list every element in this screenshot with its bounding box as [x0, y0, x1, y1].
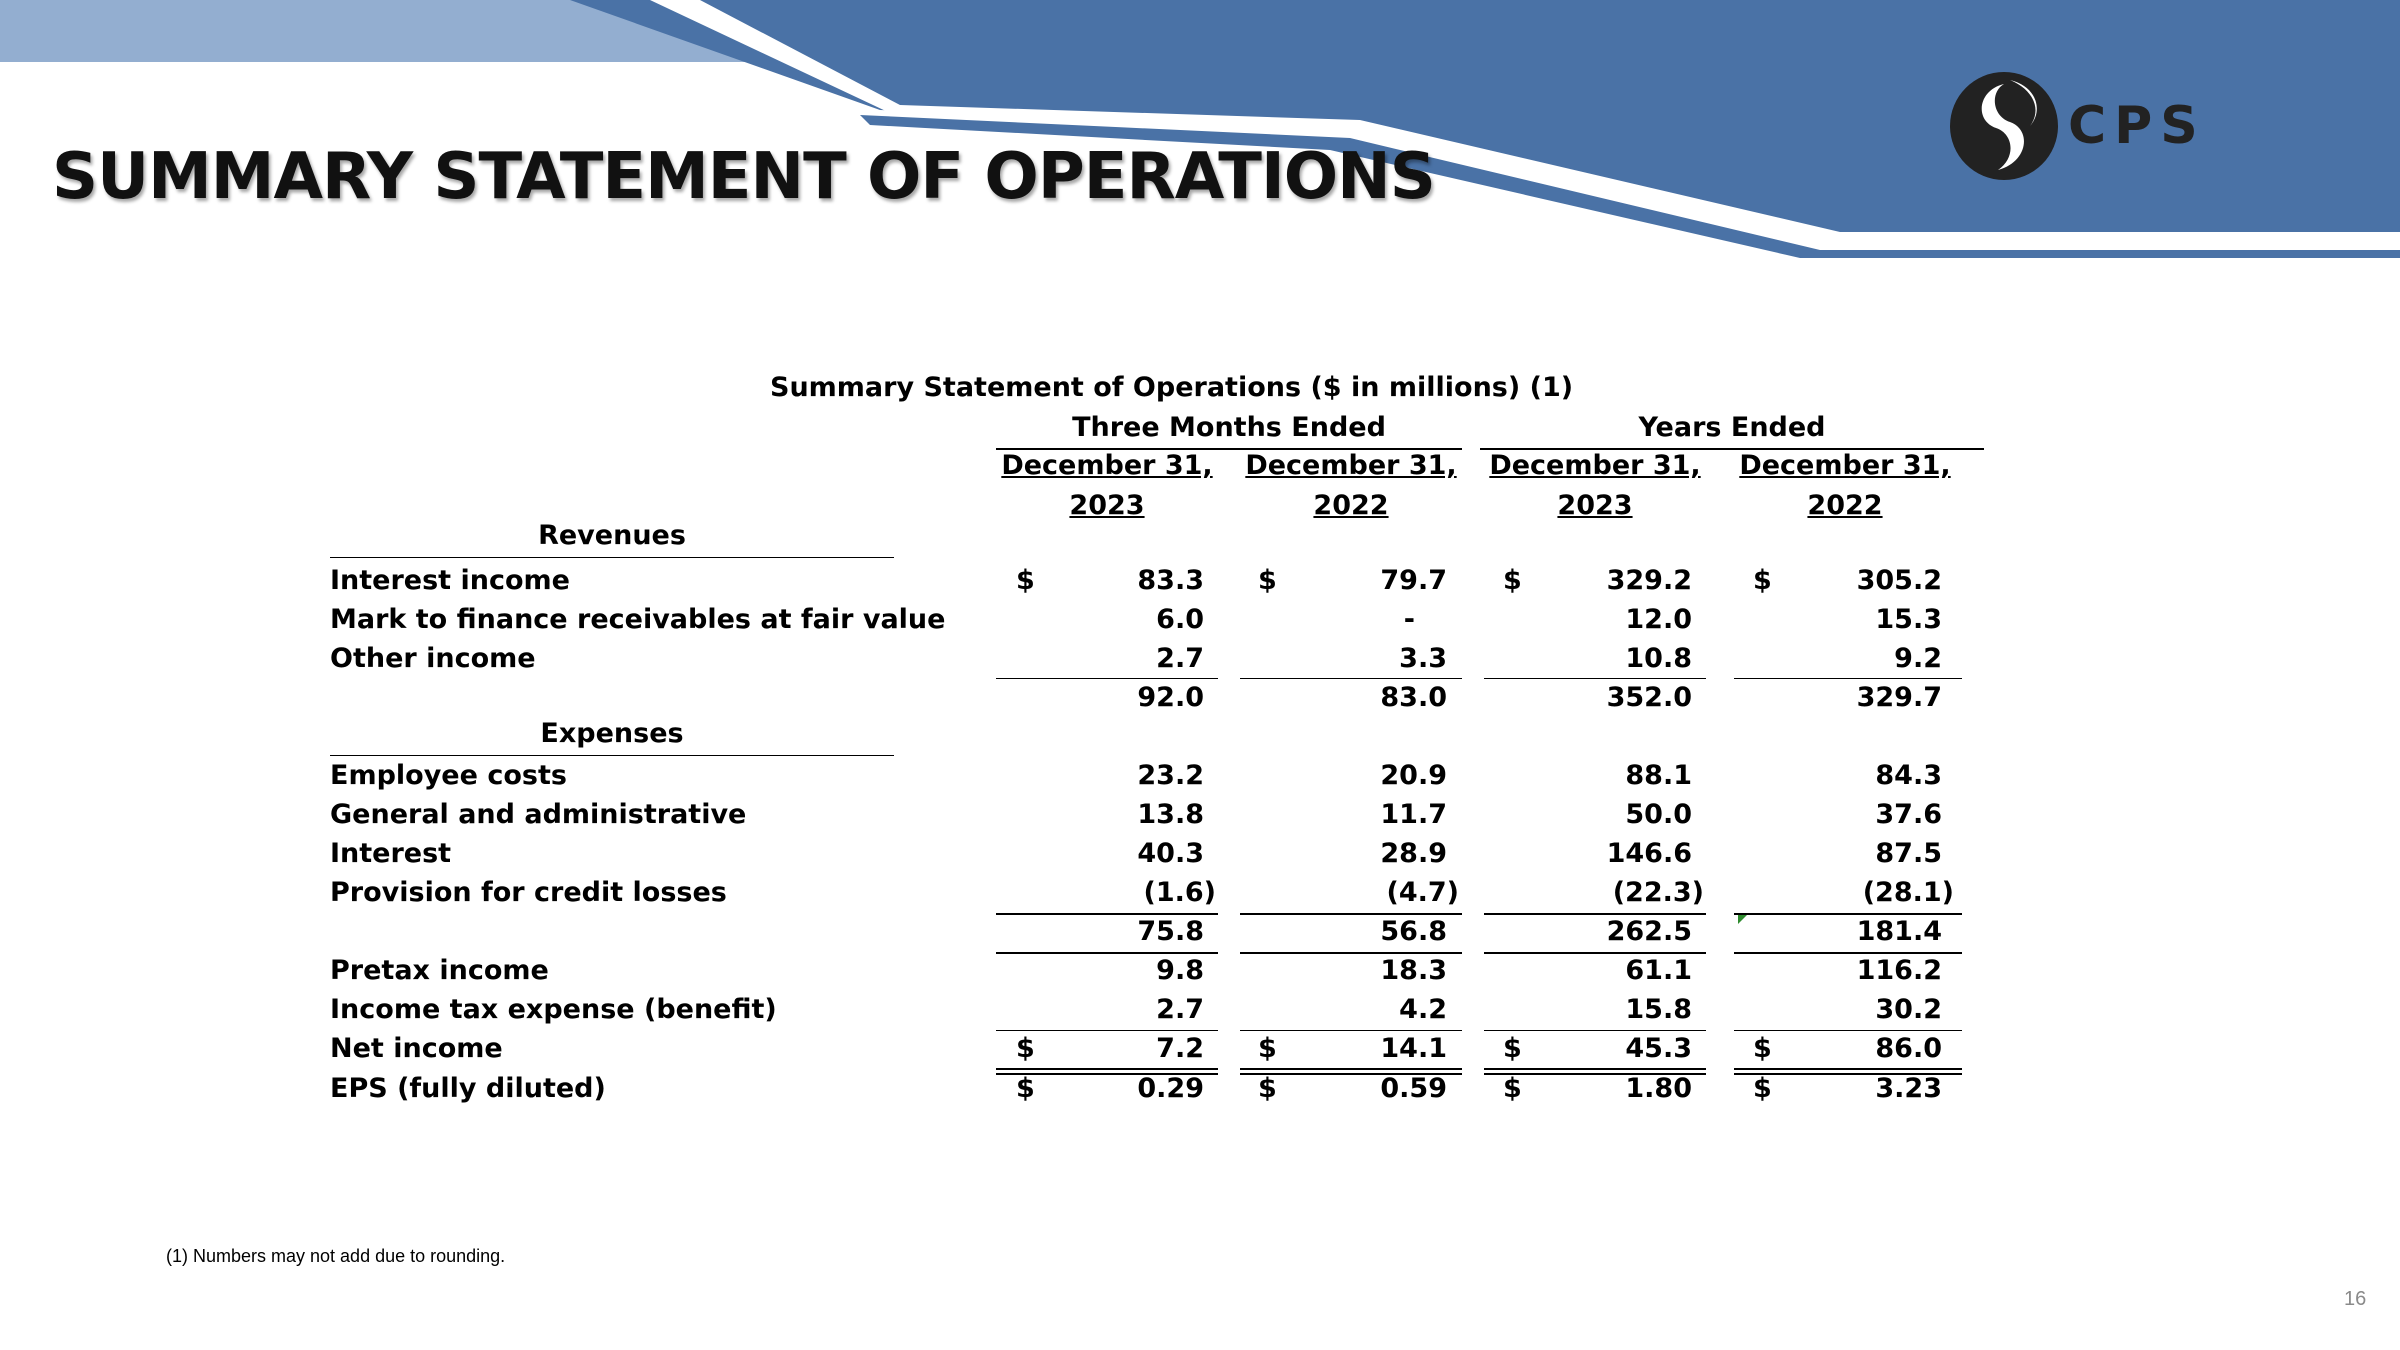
table-cell: 83.0	[1380, 682, 1447, 713]
table-cell: 75.8	[1137, 916, 1204, 947]
currency-symbol: $	[1258, 1033, 1277, 1064]
currency-symbol: $	[1753, 1033, 1772, 1064]
subtotal-rule	[1240, 678, 1462, 679]
table-cell: 14.1	[1380, 1033, 1447, 1064]
table-cell: 7.2	[1156, 1033, 1204, 1064]
double-rule	[996, 1068, 1218, 1070]
double-rule	[1734, 1068, 1962, 1070]
footnote: (1) Numbers may not add due to rounding.	[166, 1246, 506, 1266]
table-cell: 9.8	[1156, 955, 1204, 986]
currency-symbol: $	[1503, 1033, 1522, 1064]
table-cell: 181.4	[1856, 916, 1942, 947]
table-cell: 0.59	[1380, 1073, 1447, 1104]
currency-symbol: $	[1016, 1073, 1035, 1104]
double-rule	[1484, 1068, 1706, 1070]
column-header: December 31,	[1739, 450, 1951, 481]
column-header: 2022	[1807, 490, 1883, 521]
table-title: Summary Statement of Operations ($ in millions) (1)	[770, 372, 1574, 403]
row-label: Pretax income	[330, 955, 549, 986]
table-cell: 10.8	[1625, 643, 1692, 674]
logo-text: CPS	[2068, 96, 2206, 156]
table-cell: 12.0	[1625, 604, 1692, 635]
currency-symbol: $	[1503, 565, 1522, 596]
comment-marker	[1738, 914, 1748, 924]
row-label: Interest income	[330, 565, 570, 596]
subtotal-rule	[996, 1030, 1218, 1031]
row-label: Employee costs	[330, 760, 567, 791]
subtotal-rule	[1240, 1030, 1462, 1031]
table-cell: 18.3	[1380, 955, 1447, 986]
table-cell: 329.2	[1606, 565, 1692, 596]
subtotal-rule	[1484, 952, 1706, 954]
table-cell: 86.0	[1875, 1033, 1942, 1064]
column-header: 2022	[1313, 490, 1389, 521]
table-cell: 50.0	[1625, 799, 1692, 830]
section-revenues: Revenues	[330, 520, 894, 558]
page-title: SUMMARY STATEMENT OF OPERATIONS	[52, 140, 1435, 214]
table-cell: 28.9	[1380, 838, 1447, 869]
row-label: Income tax expense (benefit)	[330, 994, 777, 1025]
table-cell: 15.8	[1625, 994, 1692, 1025]
table-cell: 13.8	[1137, 799, 1204, 830]
subtotal-rule	[1734, 913, 1962, 915]
table-cell: 4.2	[1399, 994, 1447, 1025]
table-cell: 37.6	[1875, 799, 1942, 830]
table-cell: 3.23	[1875, 1073, 1942, 1104]
table-cell: 79.7	[1380, 565, 1447, 596]
table-cell: 30.2	[1875, 994, 1942, 1025]
currency-symbol: $	[1258, 565, 1277, 596]
table-cell: -	[1403, 604, 1415, 635]
table-cell: 15.3	[1875, 604, 1942, 635]
table-cell: (22.3)	[1612, 877, 1704, 908]
table-cell: 40.3	[1137, 838, 1204, 869]
subtotal-rule	[1484, 678, 1706, 679]
table-cell: 262.5	[1606, 916, 1692, 947]
row-label: Provision for credit losses	[330, 877, 727, 908]
currency-symbol: $	[1016, 565, 1035, 596]
column-header: 2023	[1069, 490, 1145, 521]
subtotal-rule	[1734, 952, 1962, 954]
currency-symbol: $	[1016, 1033, 1035, 1064]
table-cell: 11.7	[1380, 799, 1447, 830]
row-label: General and administrative	[330, 799, 747, 830]
table-cell: (4.7)	[1386, 877, 1459, 908]
column-header: December 31,	[1245, 450, 1457, 481]
table-cell: 20.9	[1380, 760, 1447, 791]
table-cell: 2.7	[1156, 643, 1204, 674]
table-cell: (1.6)	[1143, 877, 1216, 908]
table-cell: 84.3	[1875, 760, 1942, 791]
subtotal-rule	[1734, 1030, 1962, 1031]
subtotal-rule	[996, 952, 1218, 954]
subtotal-rule	[1734, 678, 1962, 679]
table-cell: 305.2	[1856, 565, 1942, 596]
table-cell: 88.1	[1625, 760, 1692, 791]
table-cell: (28.1)	[1862, 877, 1954, 908]
column-header: 2023	[1557, 490, 1633, 521]
table-cell: 329.7	[1856, 682, 1942, 713]
table-cell: 3.3	[1399, 643, 1447, 674]
table-cell: 83.3	[1137, 565, 1204, 596]
row-label: Other income	[330, 643, 536, 674]
currency-symbol: $	[1753, 565, 1772, 596]
table-cell: 9.2	[1894, 643, 1942, 674]
table-cell: 87.5	[1875, 838, 1942, 869]
subtotal-rule	[1484, 913, 1706, 915]
table-cell: 352.0	[1606, 682, 1692, 713]
double-rule	[1240, 1068, 1462, 1070]
group-three-months: Three Months Ended	[996, 412, 1462, 450]
currency-symbol: $	[1753, 1073, 1772, 1104]
currency-symbol: $	[1258, 1073, 1277, 1104]
table-cell: 116.2	[1856, 955, 1942, 986]
table-cell: 6.0	[1156, 604, 1204, 635]
table-cell: 0.29	[1137, 1073, 1204, 1104]
row-label: Interest	[330, 838, 452, 869]
table-cell: 61.1	[1625, 955, 1692, 986]
table-cell: 56.8	[1380, 916, 1447, 947]
subtotal-rule	[1240, 913, 1462, 915]
table-cell: 45.3	[1625, 1033, 1692, 1064]
table-cell: 92.0	[1137, 682, 1204, 713]
subtotal-rule	[1240, 952, 1462, 954]
page-number: 16	[2344, 1288, 2367, 1310]
row-label: Mark to finance receivables at fair value	[330, 604, 946, 635]
subtotal-rule	[1484, 1030, 1706, 1031]
subtotal-rule	[996, 678, 1218, 679]
table-cell: 1.80	[1625, 1073, 1692, 1104]
group-years-ended: Years Ended	[1480, 412, 1984, 450]
column-header: December 31,	[1001, 450, 1213, 481]
table-cell: 146.6	[1606, 838, 1692, 869]
subtotal-rule	[996, 913, 1218, 915]
section-expenses: Expenses	[330, 718, 894, 756]
table-cell: 23.2	[1137, 760, 1204, 791]
table-cell: 2.7	[1156, 994, 1204, 1025]
column-header: December 31,	[1489, 450, 1701, 481]
currency-symbol: $	[1503, 1073, 1522, 1104]
row-label: Net income	[330, 1033, 503, 1064]
row-label: EPS (fully diluted)	[330, 1073, 606, 1104]
